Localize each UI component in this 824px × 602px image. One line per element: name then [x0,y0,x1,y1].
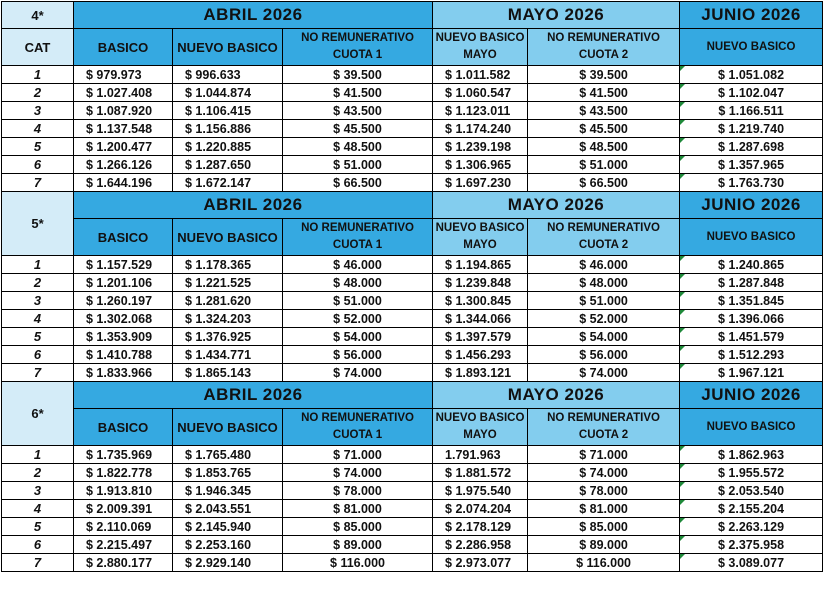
table-row [2,464,823,482]
no-remunerativo-cuota-2-value: $ 39.500 [528,66,680,84]
nuevo-basico-junio-value: $ 3.089.077 [680,554,823,572]
no-remunerativo-cuota-1-value: $ 66.500 [283,174,433,192]
nuevo-basico-mayo-value: $ 2.178.129 [433,518,528,536]
no-remunerativo-cuota-1-value: $ 71.000 [283,446,433,464]
basico-value: $ 1.353.909 [74,328,173,346]
nuevo-basico-mayo-value: $ 1.975.540 [433,482,528,500]
nuevo-basico-junio-value: $ 2.155.204 [680,500,823,518]
table-row [2,500,823,518]
nuevo-basico-value: $ 1.156.886 [173,120,283,138]
table-row [2,482,823,500]
nuevo-basico-junio-value: $ 1.763.730 [680,174,823,192]
category-number: 5 [2,138,74,156]
month-header-june: JUNIO 2026 [680,192,823,219]
basico-value: $ 1.302.068 [74,310,173,328]
nuevo-basico-mayo-value: 1.791.963 [433,446,528,464]
no-remunerativo-cuota-1-value: $ 51.000 [283,292,433,310]
nuevo-basico-value: $ 2.253.160 [173,536,283,554]
category-number: 4 [2,500,74,518]
basico-value: $ 1.410.788 [74,346,173,364]
month-header-row [2,2,823,29]
no-remunerativo-cuota-2-value: $ 46.000 [528,256,680,274]
col-header-nuevo-basico-junio: NUEVO BASICO [680,219,823,256]
category-number: 4 [2,310,74,328]
no-remunerativo-cuota-2-value: $ 48.500 [528,138,680,156]
nuevo-basico-junio-value: $ 1.967.121 [680,364,823,382]
no-remunerativo-cuota-1-value: $ 85.000 [283,518,433,536]
col-header-nuevo-basico-mayo: NUEVO BASICO MAYO [433,409,528,446]
category-number: 6 [2,156,74,174]
no-remunerativo-cuota-2-value: $ 56.000 [528,346,680,364]
category-number: 3 [2,102,74,120]
no-remunerativo-cuota-1-value: $ 45.500 [283,120,433,138]
table-row [2,328,823,346]
table-row [2,364,823,382]
nuevo-basico-junio-value: $ 1.396.066 [680,310,823,328]
table-row [2,536,823,554]
col-header-no-remunerativo-cuota-2: NO REMUNERATIVO CUOTA 2 [528,29,680,66]
basico-value: $ 1.027.408 [74,84,173,102]
nuevo-basico-mayo-value: $ 1.123.011 [433,102,528,120]
nuevo-basico-mayo-value: $ 1.893.121 [433,364,528,382]
no-remunerativo-cuota-1-value: $ 46.000 [283,256,433,274]
category-number: 2 [2,84,74,102]
no-remunerativo-cuota-2-value: $ 116.000 [528,554,680,572]
nuevo-basico-mayo-value: $ 1.697.230 [433,174,528,192]
basico-value: $ 2.880.177 [74,554,173,572]
category-number: 7 [2,174,74,192]
no-remunerativo-cuota-2-value: $ 81.000 [528,500,680,518]
col-header-nuevo-basico-mayo: NUEVO BASICO MAYO [433,29,528,66]
nuevo-basico-mayo-value: $ 2.973.077 [433,554,528,572]
nuevo-basico-junio-value: $ 1.955.572 [680,464,823,482]
category-number: 2 [2,274,74,292]
month-header-june: JUNIO 2026 [680,382,823,409]
basico-value: $ 1.201.106 [74,274,173,292]
nuevo-basico-junio-value: $ 1.240.865 [680,256,823,274]
nuevo-basico-mayo-value: $ 1.239.198 [433,138,528,156]
category-number: 4 [2,120,74,138]
nuevo-basico-value: $ 2.929.140 [173,554,283,572]
table-row [2,518,823,536]
column-header-row [2,409,823,446]
no-remunerativo-cuota-2-value: $ 43.500 [528,102,680,120]
no-remunerativo-cuota-1-value: $ 51.000 [283,156,433,174]
table-row [2,446,823,464]
no-remunerativo-cuota-2-value: $ 89.000 [528,536,680,554]
no-remunerativo-cuota-2-value: $ 41.500 [528,84,680,102]
nuevo-basico-mayo-value: $ 1.456.293 [433,346,528,364]
no-remunerativo-cuota-1-value: $ 54.000 [283,328,433,346]
table-row [2,102,823,120]
wage-scale-table [1,1,823,572]
basico-value: $ 1.200.477 [74,138,173,156]
basico-value: $ 1.833.966 [74,364,173,382]
table-row [2,84,823,102]
nuevo-basico-junio-value: $ 1.357.965 [680,156,823,174]
nuevo-basico-mayo-value: $ 1.300.845 [433,292,528,310]
category-number: 5 [2,328,74,346]
no-remunerativo-cuota-1-value: $ 41.500 [283,84,433,102]
basico-value: $ 1.087.920 [74,102,173,120]
no-remunerativo-cuota-2-value: $ 45.500 [528,120,680,138]
no-remunerativo-cuota-1-value: $ 81.000 [283,500,433,518]
nuevo-basico-junio-value: $ 1.166.511 [680,102,823,120]
basico-value: $ 1.157.529 [74,256,173,274]
nuevo-basico-value: $ 1.865.143 [173,364,283,382]
no-remunerativo-cuota-2-value: $ 51.000 [528,156,680,174]
no-remunerativo-cuota-2-value: $ 48.000 [528,274,680,292]
month-header-row [2,192,823,219]
col-header-no-remunerativo-cuota-1: NO REMUNERATIVO CUOTA 1 [283,219,433,256]
nuevo-basico-mayo-value: $ 1.194.865 [433,256,528,274]
col-header-basico: BASICO [74,29,173,66]
month-header-may: MAYO 2026 [433,382,680,409]
table-row [2,292,823,310]
nuevo-basico-junio-value: $ 1.051.082 [680,66,823,84]
nuevo-basico-mayo-value: $ 1.174.240 [433,120,528,138]
section-label: 6* [2,382,74,446]
no-remunerativo-cuota-1-value: $ 48.500 [283,138,433,156]
nuevo-basico-junio-value: $ 1.451.579 [680,328,823,346]
nuevo-basico-value: $ 1.765.480 [173,446,283,464]
table-row [2,310,823,328]
category-number: 6 [2,536,74,554]
basico-value: $ 2.009.391 [74,500,173,518]
month-header-april: ABRIL 2026 [74,382,433,409]
basico-value: $ 1.644.196 [74,174,173,192]
month-header-april: ABRIL 2026 [74,192,433,219]
col-header-nuevo-basico-junio: NUEVO BASICO [680,409,823,446]
column-header-row [2,219,823,256]
cat-column-label: CAT [2,29,74,66]
col-header-nuevo-basico: NUEVO BASICO [173,29,283,66]
col-header-nuevo-basico: NUEVO BASICO [173,219,283,256]
basico-value: $ 2.215.497 [74,536,173,554]
col-header-basico: BASICO [74,219,173,256]
category-number: 1 [2,66,74,84]
nuevo-basico-junio-value: $ 1.287.848 [680,274,823,292]
no-remunerativo-cuota-2-value: $ 66.500 [528,174,680,192]
no-remunerativo-cuota-1-value: $ 78.000 [283,482,433,500]
nuevo-basico-mayo-value: $ 1.397.579 [433,328,528,346]
col-header-nuevo-basico-junio: NUEVO BASICO [680,29,823,66]
nuevo-basico-value: $ 1.221.525 [173,274,283,292]
nuevo-basico-value: $ 996.633 [173,66,283,84]
category-number: 1 [2,446,74,464]
no-remunerativo-cuota-2-value: $ 52.000 [528,310,680,328]
nuevo-basico-mayo-value: $ 1.060.547 [433,84,528,102]
table-row [2,156,823,174]
nuevo-basico-junio-value: $ 2.375.958 [680,536,823,554]
no-remunerativo-cuota-2-value: $ 54.000 [528,328,680,346]
basico-value: $ 1.735.969 [74,446,173,464]
nuevo-basico-value: $ 2.145.940 [173,518,283,536]
category-number: 3 [2,292,74,310]
no-remunerativo-cuota-1-value: $ 56.000 [283,346,433,364]
col-header-no-remunerativo-cuota-1: NO REMUNERATIVO CUOTA 1 [283,409,433,446]
no-remunerativo-cuota-2-value: $ 74.000 [528,364,680,382]
category-number: 3 [2,482,74,500]
nuevo-basico-junio-value: $ 1.351.845 [680,292,823,310]
nuevo-basico-junio-value: $ 2.053.540 [680,482,823,500]
nuevo-basico-junio-value: $ 1.102.047 [680,84,823,102]
category-number: 7 [2,554,74,572]
nuevo-basico-value: $ 1.324.203 [173,310,283,328]
no-remunerativo-cuota-2-value: $ 78.000 [528,482,680,500]
no-remunerativo-cuota-2-value: $ 71.000 [528,446,680,464]
category-number: 7 [2,364,74,382]
nuevo-basico-mayo-value: $ 1.239.848 [433,274,528,292]
month-header-april: ABRIL 2026 [74,2,433,29]
nuevo-basico-value: $ 1.220.885 [173,138,283,156]
nuevo-basico-mayo-value: $ 2.286.958 [433,536,528,554]
table-row [2,138,823,156]
no-remunerativo-cuota-1-value: $ 74.000 [283,364,433,382]
section-label: 5* [2,192,74,256]
no-remunerativo-cuota-1-value: $ 89.000 [283,536,433,554]
col-header-nuevo-basico: NUEVO BASICO [173,409,283,446]
category-number: 6 [2,346,74,364]
nuevo-basico-value: $ 2.043.551 [173,500,283,518]
nuevo-basico-value: $ 1.853.765 [173,464,283,482]
category-number: 2 [2,464,74,482]
no-remunerativo-cuota-1-value: $ 116.000 [283,554,433,572]
no-remunerativo-cuota-1-value: $ 48.000 [283,274,433,292]
col-header-nuevo-basico-mayo: NUEVO BASICO MAYO [433,219,528,256]
basico-value: $ 1.260.197 [74,292,173,310]
nuevo-basico-value: $ 1.106.415 [173,102,283,120]
nuevo-basico-mayo-value: $ 1.306.965 [433,156,528,174]
nuevo-basico-junio-value: $ 1.287.698 [680,138,823,156]
no-remunerativo-cuota-2-value: $ 51.000 [528,292,680,310]
col-header-basico: BASICO [74,409,173,446]
table-row [2,66,823,84]
basico-value: $ 1.137.548 [74,120,173,138]
table-row [2,274,823,292]
no-remunerativo-cuota-2-value: $ 74.000 [528,464,680,482]
nuevo-basico-mayo-value: $ 1.011.582 [433,66,528,84]
nuevo-basico-mayo-value: $ 2.074.204 [433,500,528,518]
table-row [2,120,823,138]
nuevo-basico-value: $ 1.946.345 [173,482,283,500]
col-header-no-remunerativo-cuota-2: NO REMUNERATIVO CUOTA 2 [528,409,680,446]
section-label: 4* [2,2,74,29]
basico-value: $ 1.266.126 [74,156,173,174]
table-row [2,174,823,192]
no-remunerativo-cuota-2-value: $ 85.000 [528,518,680,536]
category-number: 5 [2,518,74,536]
nuevo-basico-junio-value: $ 1.219.740 [680,120,823,138]
nuevo-basico-mayo-value: $ 1.881.572 [433,464,528,482]
month-header-june: JUNIO 2026 [680,2,823,29]
col-header-no-remunerativo-cuota-1: NO REMUNERATIVO CUOTA 1 [283,29,433,66]
month-header-may: MAYO 2026 [433,2,680,29]
nuevo-basico-mayo-value: $ 1.344.066 [433,310,528,328]
table-row [2,346,823,364]
category-number: 1 [2,256,74,274]
nuevo-basico-value: $ 1.044.874 [173,84,283,102]
basico-value: $ 979.973 [74,66,173,84]
basico-value: $ 2.110.069 [74,518,173,536]
month-header-row [2,382,823,409]
month-header-may: MAYO 2026 [433,192,680,219]
nuevo-basico-junio-value: $ 2.263.129 [680,518,823,536]
nuevo-basico-value: $ 1.281.620 [173,292,283,310]
nuevo-basico-value: $ 1.672.147 [173,174,283,192]
basico-value: $ 1.913.810 [74,482,173,500]
no-remunerativo-cuota-1-value: $ 39.500 [283,66,433,84]
nuevo-basico-junio-value: $ 1.862.963 [680,446,823,464]
no-remunerativo-cuota-1-value: $ 74.000 [283,464,433,482]
nuevo-basico-value: $ 1.287.650 [173,156,283,174]
nuevo-basico-value: $ 1.434.771 [173,346,283,364]
no-remunerativo-cuota-1-value: $ 52.000 [283,310,433,328]
no-remunerativo-cuota-1-value: $ 43.500 [283,102,433,120]
table-row [2,256,823,274]
col-header-no-remunerativo-cuota-2: NO REMUNERATIVO CUOTA 2 [528,219,680,256]
table-row [2,554,823,572]
basico-value: $ 1.822.778 [74,464,173,482]
nuevo-basico-value: $ 1.178.365 [173,256,283,274]
nuevo-basico-junio-value: $ 1.512.293 [680,346,823,364]
nuevo-basico-value: $ 1.376.925 [173,328,283,346]
